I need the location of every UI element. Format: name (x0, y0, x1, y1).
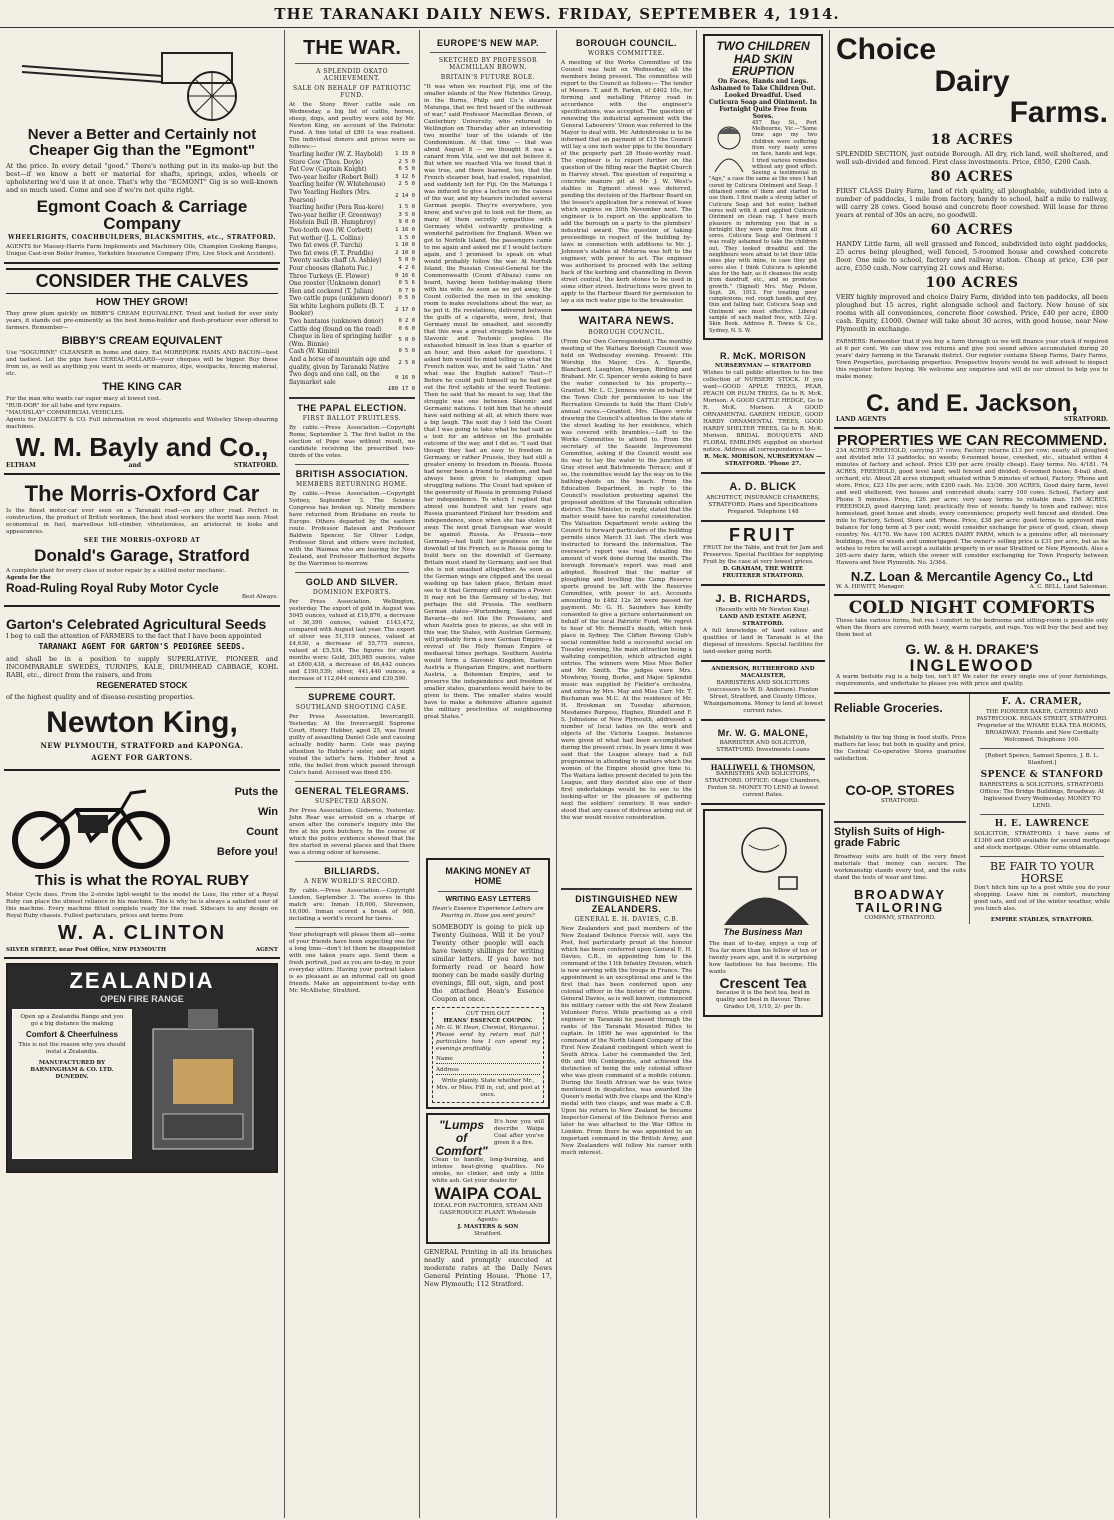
dairy-word: Dairy (934, 64, 1010, 98)
donor-row (289, 212, 415, 220)
newton-king: Newton King, (46, 706, 238, 740)
egmont-headline: Never a Better and Certainly not Cheaper Gig than the "Egmont" (27, 126, 257, 159)
cold-comforts-ad (834, 596, 1110, 694)
donor-row (289, 204, 415, 212)
morris-body: Is the finest motor-car ever seen on a Taranaki road—on any other road. Perfect in construction, the product of British workmen, the best steel workers the world has seen. Most economical in fuel, marvellous hill-climber, vibrationless, an aristocrat in looks and appearances. (6, 507, 278, 535)
crescent-body: The man of to-day, enjoys a cup of Tea far more than his fellow of ten or twenty years ago, and it is surprising how fastidious he has become. His wants (709, 940, 817, 975)
morison-line: NURSERYMAN — STRATFORD (715, 362, 811, 369)
morison-body: Wishes to call public attention to his fine collection of NURSERY STOCK. If you want—GOOD APPLE TREES, PEAR, PEACH OR PLUM TREES, Go to R. McK. Morison. A GOOD CATTLE HEDGE, Go to R. McK. Morison. A GOOD ORNAMENTAL GARDEN HEDGE, GOOD HARDY ORNAMENTAL TREES, GOOD HARDY SHELTER TREES, Go to R. McK. Morison. BRIDAL BOUQUETS AND FLORAL EMBLEMS supplied on shortest notice. Address all correspondence to— (703, 369, 823, 453)
calves-ad (4, 264, 280, 474)
waitara-body: (From Our Own Correspondent.) The monthly meeting of the Waitara Borough Council was held on Wednesday evening. Present: His Worship the Mayor, Crs. A. Spurdle, Blanchard, Laughton, Morgan, Birdling and Brabant. Mr. C. Spencer wrote asking to have the water connected to his property.—Granted. Mr. L. C. Jenness wrote on behalf of the Town Club for permission to use the Recreation Grounds to hold the Hunt Club's annual races.—Granted. Mrs. Cleave wrote drawing the Council's attention to the state of the street leading to her residence, which was covered with brambles.—Left to the Works Committee to attend to. From the secretary of the Seaside Improvement Committee, asking if the Council would see its way to lay the water to the junction of Gray street and Batchmonde Terrace; and if so, the committee would lay the way on to the bathing-sheds on the beach. From the Education Department, in reply to the Council's resolution protesting against the proposed abolition of the Taranaki education district. The Minister, in reply, stated that the matter would have his careful consideration. The Valuation Department wrote asking the Council to forward particulars of the building permits since March 31 last. The clerk was instructed to forward the information. The overseer's report was read, detailing the amount of work done during the month. The borough foreman's report was read and adopted. Resolved that the matter of ploughing and levelling the Camp Reserve sports ground be left with the Reserves Committee, with power to act. Accounts amounting to £482 12s 2d were passed for payment. Mr. G. H. Saunders has kindly consented to give a picture entertainment on behalf of the local Patriotic Fund. We regret to hear of Mr. Rennell's death, which took place in Sydney. The Clifton Rowing Club's social committee held a successful social on Tuesday evening, the main attraction being a waltzing competition, which attracted eight entries. The winners were Miss Miss Beller and Mr. Smith. The judges were Mrs. Mowbray, Young, Burke, and Major. Splendid music was supplied by Fielder's orchestra, and extras by Mrs. May and Miss Carr. Mr. T. Buchanan was M.C. At the residence of Mr. H. Brookman on Tuesday afternoon, Mesdames Burgess, Hughes, Blundell and F. S. Johnstone of New Plymouth, addressed a number of local ladies on the work and objects of the Victoria League. Instances were given of what had been accomplished during the present crisis. In years time it was said that the League always had a full programme in attending to matters which the women of the Empire should give time to. The Waitara ladies present decided to join the League, and they decided also one of their first undertakings would be to see to the looking-after or the pleasure of gathering next the soldiers' cemetery. It was under-stood that any cases of distress arising out of the war would receive consideration. (561, 339, 692, 821)
gold-sub: DOMINION EXPORTS. (312, 589, 392, 597)
morison-foot: R. McK. MORISON, NURSERYMAN — STRATFORD. 'Phone 27. (704, 453, 822, 467)
coupon-cut: CUT THIS OUT (466, 1011, 510, 1018)
calves-sub: HOW THEY GROW! (95, 297, 189, 309)
cuticura-ad (703, 34, 823, 340)
donor-row (289, 273, 415, 281)
dist-body: New Zealanders and past members of the New Zealand Defence Forces will, says the Post, feel particularly proud at the honour which has been conferred upon General E. H. Davies, C.B., in appointing him to the command of the 11th Infantry Division, which is now serving with the troops in France. The appointment is an exceptional one and is the first that has been conferred upon any colonial officer in the history of the Empire. General Davies, as is well known, commenced his military career with the old New Zealand Volunteer Force. While practising as a civil engineer in Taranaki he passed through the ranks of the Taranaki Mounted Rifles to captain. In 1899 he was appointed to the command of the North Island Company of the First New Zealand contingent which went to South Africa. Later he commanded the 3rd, 6th and 9th Contingents, and achieved the distinction of being the only colonial officer who was given command of a mobile column. During the South African war he was twice mentioned in despatches, was awarded the Queen's medal with five clasps and the King's medal with two clasps, and was made a C.B. Upon his return to New Zealand he became Inspector-General of the Defence Forces and later he was attached to the War Office in London. From there he was appointed to an important command in the British Army, and New Zealanders will follow his career with much interest. (561, 926, 693, 1156)
donor-amount: 1 10 0 (395, 242, 415, 249)
properties-head: PROPERTIES WE CAN RECOMMEND. (836, 431, 1107, 449)
europe-title: EUROPE'S NEW MAP. (437, 38, 539, 48)
empire-stables: EMPIRE STABLES, STRATFORD. (990, 916, 1094, 923)
donor-name: Two dogs and one call, on the flaymarket sale (289, 371, 380, 386)
car-line-4: Agents for DALGETY & CO. Full information re wool shipments and Wolseley Sheep-shearing machines. (6, 417, 278, 431)
court-body: Per Press Association. Invercargill, Yesterday. At the Invercargill Supreme Court, Henry Hubber, aged 25, was found guilty of assaulting Daniel Cole and causing actually bodily harm. Cole was paying attention to Hubber's sister, and at night visited the latter's farm. Hubber fired a rifle, the bullet from which passed through Cole's hand. Accused was fined £50. (289, 714, 415, 777)
zealandia-sub: OPEN FIRE RANGE (100, 993, 184, 1004)
bill-sub: A NEW WORLD'S RECORD. (304, 878, 400, 886)
lumps-body: Clean to handle, long-burning, and intense heat-giving qualities. No smoke, no clinker, and only a little white ash. Get your dealer for (432, 1157, 544, 1185)
halliwell-head: HALLIWELL & THOMSON, (710, 762, 816, 772)
zealandia-maker: MANUFACTURED BY BARNINGHAM & CO. LTD. DUNEDIN. (30, 1060, 114, 1081)
donor-row (289, 326, 415, 334)
egmont-body: At the price. In every detail "good." There's nothing put in its make-up but the best—if we know a bett er material for shafts, springs, axles, wheels or upholstering we'd use it at once. That's why the "EGMONT" Gig is so well-known and so much used. Come and see if we're not quite right. (6, 161, 278, 194)
donor-amount: 5 0 0 (398, 337, 415, 344)
donor-name: Six white Leghorn pullets (B. T. Booker) (289, 302, 385, 318)
acres-100-body: VERY highly improved and choice Dairy Farm, divided into ten paddocks, all been ploughed but 15 acres, right alongside school and factory. New house of six rooms with all conveniences, concrete floor cowshed. Price, £40 per acre, £800 cash. Equity, £1000. Owner will take about 30 acres, with good house, near New Plymouth in exchange. (836, 292, 1108, 333)
calves-body: They grow plum quickly on BIBBY'S CREAM EQUIVALENT. Tried and tested for over sixty years, it stands out pre-eminently as the best home-builder and flesh-producer ever offered to farmers. Remember— (6, 311, 278, 332)
gold-head: GOLD AND SILVER. (305, 577, 399, 588)
cuticura-sub: On Faces, Hands and Legs. Ashamed to Take Children Out. Looked Dreadful. Used Cuticura Soap and Ointment. In Fortnight Quite Free from Sores. (709, 77, 817, 120)
donor-name: Yearling heifer (W. Whitehouse) (289, 181, 386, 189)
acres-100: 100 ACRES (925, 274, 1019, 291)
bayly-towns (6, 462, 278, 469)
column-1 (0, 30, 285, 1518)
donor-name: Yearling heifer (W. Z. Haybold) (289, 151, 383, 158)
donor-row (289, 265, 415, 273)
bayly-firm: W. M. Bayly and Co., (15, 432, 269, 463)
range-stove-illustration (138, 1009, 268, 1159)
garton-headline: Garton's Celebrated Agricultural Seeds (6, 616, 267, 633)
acres-80-body: FIRST CLASS Dairy Farm, land of rich quality, all ploughable, subdivided into a number of paddocks, 1 mile from factory, handy to school, half a mile to railway, will carry 28 cows. Good house and concrete floor cowshed. Will lease for three years at rental of 30s an acre, no goodwill. (836, 186, 1108, 219)
donor-amount: 0 16 6 (395, 272, 415, 279)
fruit-ad (701, 522, 825, 586)
calves-body2: Use "SOGURINE" CLEANSER in home and dairy. Eat MOREPORK HAMS AND BACON—best and tastiest. Let the pigs have CEREAL-POLLARD—your cheques will be bigger. Buy these from us, as well as anything you want in seeds or manures, dips, woolpacks, fencing material, etc. (6, 350, 278, 378)
donor-name: Two fat ewes (F. Turchi) (289, 242, 363, 250)
cramer-body: THE PIONEER BAKER, CATERED AND PASTRYCOOK. REGAN STREET, STRATFORD. Proprietor of the WHARE ELKA TEA ROOMS, BROADWAY. Friends and New Cordially Welcomed. Telephone 100. (976, 709, 1108, 744)
donor-row (289, 295, 415, 303)
masthead: THE TARANAKI DAILY NEWS. FRIDAY, SEPTEMBER 4, 1914. (0, 0, 1114, 28)
donor-amount: 3 12 6 (395, 173, 415, 180)
donor-name: Cash (W. Kimini) (289, 348, 340, 356)
dairy-farms-ad (834, 30, 1110, 429)
waipa-town: Stratford. (474, 1231, 502, 1238)
donor-amount: 2 10 0 (395, 249, 415, 256)
graham-name: D. GRAHAM, THE WHITE FRUITERER STRATFORD. (722, 565, 804, 579)
donor-row (289, 227, 415, 235)
donor-name: Four cheeses (Rahotu Fac.) (289, 264, 373, 272)
donor-amount: 0 5 6 (398, 280, 415, 287)
tel-sub: SUSPECTED ARSON. (314, 798, 390, 806)
donor-row (289, 280, 415, 288)
garton-agent: TARANAKI AGENT FOR GARTON'S PEDIGREE SEEDS. (38, 641, 246, 651)
papal-sub: FIRST BALLOT FRUITLESS. (302, 415, 402, 423)
morris-agents: Agents for the (6, 574, 51, 581)
car-line-3: "MAUDSLAY" COMMERCIAL VEHICLES. (6, 410, 125, 417)
lumps-side: It's how you will describe Waipa Coal after you've given it a fire. (494, 1119, 544, 1147)
court-sub: SOUTHLAND SHOOTING CASE. (295, 704, 409, 712)
war-sub2: SALE ON BEHALF OF PATRIOTIC FUND. (293, 85, 411, 99)
ruby-before: Before you! (216, 846, 278, 859)
richards-land: LAND AND ESTATE AGENT, STRATFORD. (719, 613, 807, 627)
borough-body: A meeting of the Works Committee of the Council was held on Wednesday, all the members being present. The committee will report to the Council as follows:— The tender of Messrs. T. and R. Parkin, of £402 10s, for forming and metalling Fitzroy road in accordance with the engineer's specifications, was accepted. The question of renewing the industrial agreement with the General Labourers' Union was referred to the Mayor to deal with. Mr. Addenbrooke is to be informed that on payment of £15 the Council will lay a one inch water pipe to the boundary of the property part 28 Hosie-worthy road. The engineer is to report further on the question of the filling near the Baptist Church in Harvey street. The question of requiring a concrete manure pit at Mr. J. W. West's stables in Egmont street was deferred, pending the decision of the Harbour Board on the lessee's application for a renewal of lease which expires on 30th November next. The engineer is to report on the application to add the borough on a party to the plumbers' industrial award. The question of taking proceedings in respect of the building by-laws in connection with additions to Mr. J. Johnson's stables at Moturoa was left to the engineer, with power to act. The engineer was authorised to proceed with the setting back of the kerbing and channelling in Devon street central, the kerb stones to be used in some other street. Instructions were given to apply to the Harbour Board for permission to lay a six inch water pipe to the breakwater. (561, 60, 692, 304)
malone-head: Mr. W. G. MALONE, (717, 727, 809, 738)
column-3 (420, 30, 557, 1518)
donor-row (289, 159, 415, 167)
general-printing: GENERAL Printing in all its branches neatly and promptly executed at moderate rates at the Daily News General Printing House. 'Phone 17, New Plymouth; 112 Stratford. (424, 1248, 552, 1289)
richards-head: J. B. RICHARDS, (715, 592, 811, 605)
garton-body3: of the highest quality and of disease-resisting properties. (6, 693, 195, 702)
column-2 (285, 30, 420, 1518)
brit-head: BRITISH ASSOCIATION. (295, 469, 409, 480)
egmont-agents: AGENTS for Massey-Harris Farm Implements and Machinery Oils, Champion Cooking Ranges, Unique Cast-iron Boiler frames, Yorkshire Insurance Company (Fire, Live Stock and Accident). (6, 244, 278, 258)
papal-body: By cable.—Press Association.—Copyright Rome, September 3. The first ballot in the election of Pope was without result, no candidate receiving the prescribed two-thirds of the votes. (289, 425, 415, 460)
car-line-2: "RUB-DOR" for all tube and tyre repairs. (6, 403, 122, 410)
acres-18-body: SPLENDID SECTION, just outside Borough. All dry, rich land, well sheltered, and well sub-divided and fenced. First class investments. Price, £850, £200 Cash. (836, 149, 1108, 166)
donor-amount: 2 14 0 (395, 192, 415, 199)
donor-row (289, 288, 415, 296)
donor-amount: 6 5 0 (398, 166, 415, 173)
richards-ad (701, 586, 825, 662)
blick-head: A. D. BLICK (729, 480, 797, 493)
donor-name: Two bantams (unknown donor) (289, 318, 384, 326)
acres-60: 60 ACRES (930, 221, 1014, 238)
halliwell-ad (701, 760, 825, 805)
coop-stores: CO-OP. STORES (845, 782, 955, 799)
donor-table (289, 151, 415, 386)
donor-name: Two Yearling Heifers (Mrs. Pearson) (289, 188, 371, 204)
blick-body: ARCHITECT, INSURANCE CHAMBERS, STRATFORD. Plans and Specifications Prepared. Telephone 148 (706, 494, 820, 515)
waitara-head: WAITARA NEWS. (578, 315, 675, 327)
donor-amount: 0 16 0 (395, 375, 415, 382)
zealandia-blurb: Open up a Zealandia Range and you go a big distance the making (20, 1013, 124, 1027)
king-car-head: THE KING CAR (102, 381, 182, 394)
donor-amount: 9 0 0 (398, 219, 415, 226)
gold-body: Per Press Association. Wellington, yesterday. The export of gold in August was 5045 ounces, valued at £19,876, a decrease of 36,390 ounces, valued £143,472, compared with August last year. The export of silver was 51,519 ounces, valued at £4,630, a decrease of 55,775 ounces, valued at £5,534. The figures for eight months were: Gold, 205,985 ounces, value at £800,438, a decrease of 46,442 ounces and £190,539; silver, 441,440 ounces, a decrease of 112,644 ounces and £30,590. (289, 599, 415, 683)
broadway-tailoring: BROADWAY TAILORING (853, 886, 947, 916)
gig-carriage-illustration (12, 38, 272, 123)
coupon-address-field[interactable]: Address (436, 1067, 540, 1075)
richards-body: A full knowledge of land values and qualities of land in Taranaki is at the disposal of investors. Special facilities for land-seeker going north. (703, 627, 823, 655)
tel-body: Per Press Association. Gisborne, Yesterday. John Rear was arrested on a charge of arson after the coroner's inquiry into the fire at his pork butchery. In the course of which the police evidence showed that the fire started in several places and that there was a strong odour of kerosene. (289, 808, 415, 857)
dist-sub: GENERAL E. H. DAVIES, C.B. (574, 916, 679, 923)
donor-row (289, 189, 415, 204)
blick-ad (701, 474, 825, 522)
fruit-body: FRUIT for the Table, and fruit for Jam and Preserves. Special Facilities for supplying Fruit by the case at very lowest prices. (703, 544, 823, 565)
reliable-body: Reliability is the big thing in food stuffs. Price matters far less; but both in quality and price, the Central Co-operative Stores guarantee satisfaction. (834, 735, 966, 763)
papal-head: THE PAPAL ELECTION. (297, 403, 407, 414)
bill-body: By cable.—Press Association.—Copyright London, September 3. The scores in this match are: Inman 18,000, Stevenson, 16,000. Inman scored a break of 908, including a world's record for tieres. (289, 888, 415, 923)
donor-row (289, 166, 415, 174)
suits-head: Stylish Suits of High-grade Fabric (834, 825, 945, 850)
donor-amount: 1 5 0 (398, 204, 415, 211)
motorcycle-illustration (6, 775, 176, 870)
donor-row (289, 356, 415, 371)
donor-name: Two-year heifer (F. Greenway) (289, 211, 382, 219)
europe-sub1: SKETCHED BY PROFESSOR MACMILLAN BROWN. (438, 57, 538, 71)
halliwell-body: BARRISTERS AND SOLICITORS, STRATFORD. OFFICE: Otago Chambers, Fenton St. MONEY TO LEND at lowest current Rates. (705, 770, 821, 798)
donor-amount: 1 16 0 (395, 226, 415, 233)
column-5 (697, 30, 830, 1518)
donor-name: Twenty sacks chaff (A. Ashley) (289, 257, 382, 265)
heans-q: Hean's Essence Experience Letters are Pouring in. Have you sent yours? (432, 906, 544, 920)
donor-name: And a horse of mountain age and quality, given by Taranaki Native (289, 356, 390, 371)
malone-body: BARRISTER AND SOLICITOR, STRATFORD. Investments Loans (716, 739, 810, 753)
calves-headline: CONSIDER THE CALVES (6, 268, 278, 294)
donor-amount: 0 2 0 (398, 318, 415, 325)
ruby-count: Count (246, 826, 278, 839)
donor-amount: 1 15 0 (395, 151, 415, 157)
garton-ad (4, 607, 280, 771)
cold-body: These take various forms, but rea l comfort in the bedrooms and sitting-room is possible only when the floors are covered with heavy, warm carpets, and rugs. You will buy the best and buy them best at (836, 617, 1108, 638)
borough-sub: WORKS COMMITTEE. (587, 50, 666, 57)
donor-name: Two-tooth ewe (W. Corbett) (289, 226, 373, 234)
drake-inglewood: INGLEWOOD (909, 655, 1035, 675)
donor-row (289, 333, 415, 348)
donor-amount: 2 5 0 (398, 181, 415, 188)
brit-body: By cable.—Press Association.—Copyright Sydney, September 3. The Science Congress has broken up. Ninety members have returned from Brisbane en route to Europe. Others departed by the eastern route. Professor Bateson and Professor Baldwin Spencer, Sir Oliver Lodge, Professor Stout and others were included, with the Waimea who are leaving for New Zealand, and Professor Rutherford departs by the Warrimoo to-morrow. (289, 491, 415, 568)
bayly-and: and (128, 461, 142, 469)
acres-18: 18 ACRES (930, 131, 1014, 148)
donor-row (289, 318, 415, 326)
acres-60-body: HANDY Little farm, all well grassed and fenced, subdivided into eight paddocks, 25 acres being ploughed, well fenced, 5-roomed house and cowshed concrete floor. One mile to school, factory and railway station. Cheap at price, £36 per acre, £550 cash. Now carrying 21 cows and Horse. (836, 239, 1108, 272)
cuticura-head: TWO CHILDREN HAD SKIN ERUPTION (716, 39, 810, 79)
ruby-win: Win (257, 806, 278, 819)
donor-amount: 0 6 0 (398, 325, 415, 332)
donor-row (289, 250, 415, 258)
tea-drinker-illustration (709, 815, 824, 925)
spence-head: SPENCE & STANFORD (980, 770, 1104, 781)
donor-name: One rooster (Unknown donor) (289, 280, 381, 288)
richards-sub: (Recently with Mr Newton King). (715, 606, 811, 613)
donor-amount: 0 5 0 (398, 348, 415, 355)
coupon-foot: Write plainly. State whether Mr., Mrs. or Miss. Fill in, cut, and post at once. (436, 1078, 540, 1099)
zealandia-comfort: Comfort & Cheerfulness (25, 1029, 118, 1039)
donor-name: Holstein Bull (B. Humphrey) (289, 219, 376, 227)
war-sub1: A SPLENDID OKATO ACHIEVEMENT. (316, 68, 388, 82)
bill-head: BILLIARDS. (324, 866, 380, 877)
crescent-foot: because it is the best tea, best in quality and best in flavour. Three Grades 1/6, 1/10, 2/- per lb. (716, 990, 810, 1011)
morison-head: R. McK. MORISON (719, 350, 806, 361)
garton-body2: and shall be in a position to supply SUPERLATIVE, PIONEER and INCOMPARABLE SWEDES, TURNIPS, KALE, DRUMHEAD CABBAGE, KOHL RABI, etc., direct from the raisers, and from (6, 654, 278, 679)
warm-rug: A warm bedside rug is a help too, isn't it? We cater for every single one of your furnishings, requirements, and undertake to please you with price and quality. (836, 674, 1108, 688)
war-title: THE WAR. (303, 37, 401, 59)
war-intro: At the Stony River cattle sale on Wednesday, a big list of cattle, horses, sheep, dogs, and poultry were sold by Mr. Newton King, on account of the Patriotic Fund. A fine total of £80 1s was realised. The individual donors and prices were as follows:— (289, 102, 415, 150)
jackson-firm: C. and E. Jackson, (865, 389, 1079, 417)
coop-town: STRATFORD. (881, 797, 919, 804)
malone-ad (701, 721, 825, 760)
morison-ad (701, 344, 825, 474)
donor-row (289, 181, 415, 189)
donor-row (289, 151, 415, 159)
donor-row (289, 235, 415, 243)
donor-row (289, 174, 415, 182)
garton-agent2: AGENT FOR GARTONS. (91, 752, 193, 762)
nz-loan: N.Z. Loan & Mercantile Agency Co., Ltd (850, 569, 1094, 585)
cold-head: COLD NIGHT COMFORTS (848, 598, 1096, 619)
ruby-puts: Puts the (234, 786, 278, 799)
garton-regen: REGENERATED STOCK (96, 680, 188, 690)
coupon-body: Please send by return mail full particulars how I can spend my evenings profitably. (436, 1032, 540, 1053)
crescent-name: Crescent Tea (719, 974, 807, 991)
donor-row (289, 242, 415, 250)
fair-body: Don't hitch him up to a post while you do your shopping. Leave him in comfort, munching good oats, and out of the winter weather, while you lunch also. (974, 884, 1110, 912)
hewitt-manager: W. A. HEWITT, Manager. (836, 584, 905, 591)
bell-salesman: A. C. BELL, Land Salesman. (1029, 584, 1108, 591)
donor-amount: 2 5 0 (398, 359, 415, 366)
donor-amount: 5 0 0 (398, 257, 415, 264)
anderson-ad (701, 662, 825, 721)
coupon-to: Mr. G. W. Hean, Chemist, Wanganui. (436, 1025, 540, 1032)
lawrence-body: SOLICITOR, STRATFORD. I have sums of £1300 and £900 available for second mortgage and stock mortgage. Other sums obtainable. (974, 831, 1110, 852)
heans-sub: WRITING EASY LETTERS (445, 895, 531, 903)
donor-total: £80 17 0 (388, 386, 415, 393)
fair-head: BE FAIR TO YOUR HORSE (989, 860, 1095, 885)
bayly-town-eltham: ELTHAM (6, 461, 36, 469)
heans-ad (426, 858, 550, 1109)
waipa-coal-ad (426, 1113, 550, 1244)
clinton-agent: AGENT (255, 946, 278, 953)
donor-name: Cattle dog (found on the road) (289, 325, 382, 333)
properties-body: 234 ACRES FREEHOLD, carrying 37 cows; Factory returns £13 per cow; nearly all ploughed and divided into 13 paddocks; no weeds; 6-roomed house, cowshed, etc., situated within 4 minutes of factory and school. Price £30 per acre (really cheap). Easy terms. No. 4/181. 74 ACRES, FREEHOLD, good level land; well fenced and divided; 6-roomed house; 8-bail shed, orchard, etc. About 28 acres stumped; situated within 5 minutes of school, Factory. 'Phone and store. Price, £23 10s per acre, with £200 cash. No. 23/36. 300 ACRES, Good dairy farm, level and well sheltered; two houses and concreted sheds; carry 100 cows. School, Factory and Phone 5 minutes. Price, £26 per acre; very easy terms to reliable man. 156 ACRES, FREEHOLD, good dairying land; practically free of weeds; handy to town and railway; nice homestead, good house and sheds, every convenience; property well fenced and divided. One mile to Factory, School, Store and 'Phone. Price, £38 per acre; good terms to approved man balance for long term at 5 per cent; would consider exchange for piece of good, clean, sheep country. No. 4/170. We have 100 ACRES DAIRY FARM, which is a genuine offer, all necessary buildings, free of weeds and unmortgaged. The owner's selling price is £31 per acre, but as he wishes to retire he will accept a suitable property in or near Stratford or New Plymouth. Also a 205-acre dairy farm, which the owner will consider exchanging for Town Property between Hawera and New Plymouth. No. 3/364. (836, 448, 1108, 567)
tailor-co: COMPANY, STRATFORD. (864, 915, 936, 922)
column-4 (557, 30, 697, 1518)
europe-sub2: BRITAIN'S FUTURE ROLE. (440, 74, 536, 81)
morris-ad (4, 475, 280, 608)
donor-name: Cheque in lieu of springing heifer (Wm. Binnie) (289, 333, 392, 348)
ruby-headline: This is what the ROYAL RUBY (34, 871, 250, 889)
donor-name: Store Cow (Thos. Doyle) (289, 158, 364, 166)
crescent-head: The Business Man (723, 926, 803, 937)
suits-body: Broadway suits are built of the very finest materials that money can secure. The workmanship stands every test, and the suits stand the tests of wear and time. (834, 853, 966, 881)
donor-name: Yearling heifer (Pera Rua-kere) (289, 204, 384, 212)
anderson-head: ANDERSON, RUTHERFORD AND MACALISTER, (711, 665, 815, 679)
brit-sub: MEMBERS RETURNING HOME. (295, 481, 409, 489)
lawrence-head: H. E. LAWRENCE (994, 819, 1090, 830)
farmers-note: FARMERS: Remember that if you buy a farm through us we will finance your stock if required at 6 per cent. We can show you returns and give you sound advice accumulated during 20 years' dairy farming in the Taranaki district. Our register contains Sheep Farms, Dairy Farms, Town Properties, purchasing properties. Prospective buyers would be well advised to inspect this register before buying. We welcome any enquiries and will do our utmost to help you to make money. (836, 338, 1108, 380)
drake-firm: G. W. & H. DRAKE'S (905, 640, 1039, 657)
donor-name: Two cattle pups (unknown donor) (289, 295, 392, 303)
heans-head: MAKING MONEY AT HOME (445, 866, 531, 886)
properties-ad (834, 429, 1110, 596)
waitara-sub: BOROUGH COUNCIL. (588, 329, 665, 336)
donor-amount: 2 17 0 (395, 306, 415, 313)
donor-amount: 4 2 6 (398, 264, 415, 271)
acres-80: 80 ACRES (930, 168, 1014, 185)
lumps-title: "Lumps of Comfort" (435, 1118, 488, 1158)
donor-row (289, 219, 415, 227)
egmont-ad (4, 30, 280, 264)
newton-towns: NEW PLYMOUTH, STRATFORD and KAPONGA. (40, 740, 244, 750)
donor-row (289, 371, 415, 386)
jackson-town: STRATFORD. (1063, 415, 1108, 423)
royal-ruby-ad (4, 771, 280, 959)
child-portrait-illustration (709, 122, 749, 172)
morris-see: SEE THE MORRIS-OXFORD AT (83, 536, 201, 544)
donor-name: Three Turkeys (E. Flower) (289, 272, 370, 280)
donor-row (289, 257, 415, 265)
court-head: SUPREME COURT. (308, 692, 396, 703)
clinton-address: SILVER STREET, near Post Office, NEW PLYMOUTH (6, 946, 167, 953)
spence-body: BARRISTERS & SOLICITORS, STRATFORD. Offices: The Bridge Buildings, Broadway. At Inglewood Every Wednesday. MONEY TO LEND. (979, 782, 1105, 810)
waipa-coal: WAIPA COAL (434, 1184, 542, 1204)
zealandia-blurb2: This is not the reason why you should instal a Zealandia. (18, 1042, 126, 1056)
morris-body2: A complete plant for every class of motor repair by a skilled motor mechanic. (6, 567, 226, 574)
zealandia-ad (6, 963, 278, 1173)
donor-amount: 3 5 0 (398, 211, 415, 218)
choice-word: Choice (836, 33, 937, 66)
europe-body: "It was when we reached Fiji, one of the smaller islands of the New Hebrides Group, in the Burns, Philp and Co.'s steamer Matunga, that we first heard of the outbreak of war," said Professor Macmillan Brown, of Canterbury University, who returned to Wellington on Thursday after an interesting two months' tour of the islands of the Condominium. At that time — that was about August 8 — we thought it was a canard from Vila, and we did not believe it. But when we reached Vila we found that it was true, and there learned, too, that the French steamer boat, had coaled, repainted, and suddenly left for Fiji. On the Matunga I was induced to give a lecture on the causes of the war, and my hearers included several German people. They're everywhere, you know, and we've got to look out for them, as many of them secretly sympathise with Germany whilst outwardly protesting a wonderful patriotism for England. When we got to Norfolk Island, the passengers came to me again and asked me if I would lecture again, and I promised to speak on what would probably follow the war. At Norfolk Island, the Russian Consul-General for the Commonwealth (Count d'Abaza) came on board, having been holiday-making there with his wife. As soon as we got away, the Count collected the men in the smoking-room to make revelations about the war, as he put it. He revelations, delivered between the gulfs of a cigarette, were, first, that Germany must be smashed, and secondly that this was a great struggle between the Slavonic and Teutonic peoples. He exhausted himself in less than a quarter of an hour, and then asked for questions. I asked him would he mind telling us what the French nation was, and he said 'Latin.' And what was the English nation? 'Teut—!' Before he could pull himself up he had got out the first syllable of the word Teutonic. Then he said that he meant to say, that the struggle was one between Slavonic and Germanic nations. I told him that he should have said nothing at all, at which there was a big laugh. The next day I told the Count that I was going to take what he had said as a text for an address on the probable outcome of the war, and I did so. "I said that though they had an easy to freedom in Germany, or rather Prussia, they had still a greater enemy to freedom in Russia. Russia had never been a friend to freedom, and had always been given to stamping upon struggling nations. The Count had spoken of the generosity of Russia in promising Poland her independence. To which I replied that almost one hundred and ten years ago Russia guaranteed Finland her freedom and independence, since when she has stolen it away. The next great European war would be against Russia. As Prussia—now Germany—had built her greatness on the downfall of the French, so is Russia going to build hers on the downfall of Germany. Britain must stand by Germany, and see that she is not smashed altogether. As soon as the German wings are clipped and the usual washing up has taken place, Britain must see to it that Germany still remains a Power. It may not be the Germany of to-day, but perhaps the old Prussia. The southern German states—Wurtemberg, Saxony and Bavaria—do not like the Prussians, and when Austria goes to pieces, as she will in this war, the States, with Austrian Germany, will probably form a new German Empire—a revival of the Holy Roman Empire of mediaeval times perhaps. Southern Austria would form a Slavonic Kingdom, Eastern Austria a Hungarian Empire, and northern Austria, a Bohemian Empire, and to preserve the independence and freedom of smaller states, guarantees would have to be given to them. The smaller states would have to make a defensive alliance against the military proclivities of neighbouring great States." (424, 84, 552, 720)
land-agents: LAND AGENTS (836, 415, 887, 423)
crescent-tea-ad (703, 809, 823, 1018)
column-6 (830, 30, 1114, 1518)
bibby-product: BIBBY'S CREAM EQUIVALENT (61, 335, 223, 348)
donor-row (289, 348, 415, 356)
spence-names: [Robert Spence, Samuel Spence, J. B. L. Stanford.] (985, 753, 1099, 767)
coupon-title: HEANS' ESSENCE COUPON. (443, 1018, 533, 1025)
borough-title: BOROUGH COUNCIL. (576, 38, 677, 48)
waipa-sub: IDEAL FOR FACTORIES, STEAM AND GASP.RODUCE PLANT. Wholesale Agents: (433, 1203, 543, 1224)
fruit-head: FRUIT (729, 524, 797, 545)
donor-row (289, 303, 415, 318)
tel-head: GENERAL TELEGRAMS. (294, 786, 410, 797)
best-always: Best Always. (241, 594, 278, 601)
car-line-1: For the man who wants car super macy at lowest cost. (6, 396, 161, 403)
donald-garage: Donald's Garage, Stratford (34, 545, 250, 565)
zealandia-title: ZEALANDIA (69, 967, 215, 993)
morris-headline: The Morris-Oxford Car (24, 480, 260, 506)
donor-amount: 2 5 0 (398, 158, 415, 165)
dist-head: DISTINGUISHED NEW ZEALANDERS. (575, 894, 678, 914)
heans-body: SOMEBODY is going to pick up Twenty Guineas. Will it be you? Twenty other people will each have twenty shillings for writing similar letters. If you have not formerly read or heard how money can be made easily during evenings, fill out, sign, and post the attached Hean's Essence Coupon at once. (432, 923, 544, 1004)
donor-name: Fat Cow (Captain Knight) (289, 166, 367, 174)
donor-name: Two fat ewes (F. T. Pruddle) (289, 249, 374, 257)
anderson-body: BARRISTERS AND SOLICITORS (successors to W. D. Anderson). Fenton Street, Stratford, and County Offices, Whangamomona. Money to lend at lowest current rates. (703, 679, 823, 714)
farms-word: Farms. (1009, 96, 1108, 129)
cramer-head: F. A. CRAMER, (1001, 697, 1083, 708)
egmont-company: Egmont Coach & Carriage Company (36, 196, 248, 234)
bayly-town-stratford: STRATFORD. (233, 461, 278, 469)
cuticura-body: 457 Bay St., Port Melbourne, Vic.—"Some time ago my two children were suffering from very nasty sores on face, hands and legs. I tried various remedies without any good effect. Seeing a testimonial in "Age," a case the same as the ones I had cured by Cuticura Ointment and Soap. I obtained some of them and started to use them. I first made a strong lather of Cuticura Soap and hot water, bathed sores well with it and applied Cuticura Ointment on clean rag. I have much pleasure in informing you that in a fortnight they were quite free from all sores. Cuticura Soap and Ointment I was really ashamed to take the children out. They looked dreadful and the neighbours were afraid to let their little ones play with mine, in case they got sores also. I think Cuticura is splendid also for the hair, as it cleanses the scalp from dandruff, etc., and so promotes growth." (Signed) Mrs. May Pelson, Sept. 26, 1912. For treating poor complexions, red, rough hands, and dry, thin and falling hair, Cuticura Soap and Ointment are most effective. Liberal sample of each mailed free, with 32-p. Skin Book. Address R. Towns & Co., Sydney, N. S. W. (709, 119, 817, 334)
donor-name: Hen and cockerel (T. Julian) (289, 287, 374, 295)
royal-ruby-cycle: Road-Ruling Royal Ruby Motor Cycle (6, 580, 219, 595)
garton-body: I beg to call the attention of FARMERS to the fact that I have been appointed (6, 631, 262, 640)
egmont-trades: WHEELRIGHTS, COACHBUILDERS, BLACKSMITHS, etc., STRATFORD. (8, 234, 276, 242)
donor-amount: 1 5 0 (398, 234, 415, 241)
reliable-head: Reliable Groceries. (834, 701, 943, 716)
donor-name: Fat wether (J. L. Collins) (289, 234, 364, 242)
coupon-name-field[interactable]: Name (436, 1056, 540, 1064)
clinton-firm: W. A. CLINTON (57, 921, 227, 944)
photo-body: Your photograph will please them all—some of your friends have been expecting one for a long time—don't let them be disappointed with one taken years ago. Send them a fresh portrait, just as you are to-day, in your everyday attire. Having your portrait taken is as pleasant as an informal call on good friends. Make an appointment to-day with Mr. McAllister, Stratford. (289, 932, 415, 995)
waipa-agent: J. MASTERS & SON (457, 1224, 519, 1231)
donor-name: Two-year heifer (Robert Bell) (289, 173, 378, 181)
ruby-body: Motor Cycle does. From the 2-stroke light-weight to the model de Luxe, the rider of a Royal Ruby can place the utmost reliance in his machine. This is why he is always a satisfied user of this machine. Every machine fitted complete ready for the road. Sidecars to any design on Royal Ruby chassis. Fullest particulars, prices and terms from (6, 891, 278, 919)
donor-amount: 0 5 0 (398, 295, 415, 302)
donor-amount: 0 7 0 (398, 287, 415, 294)
